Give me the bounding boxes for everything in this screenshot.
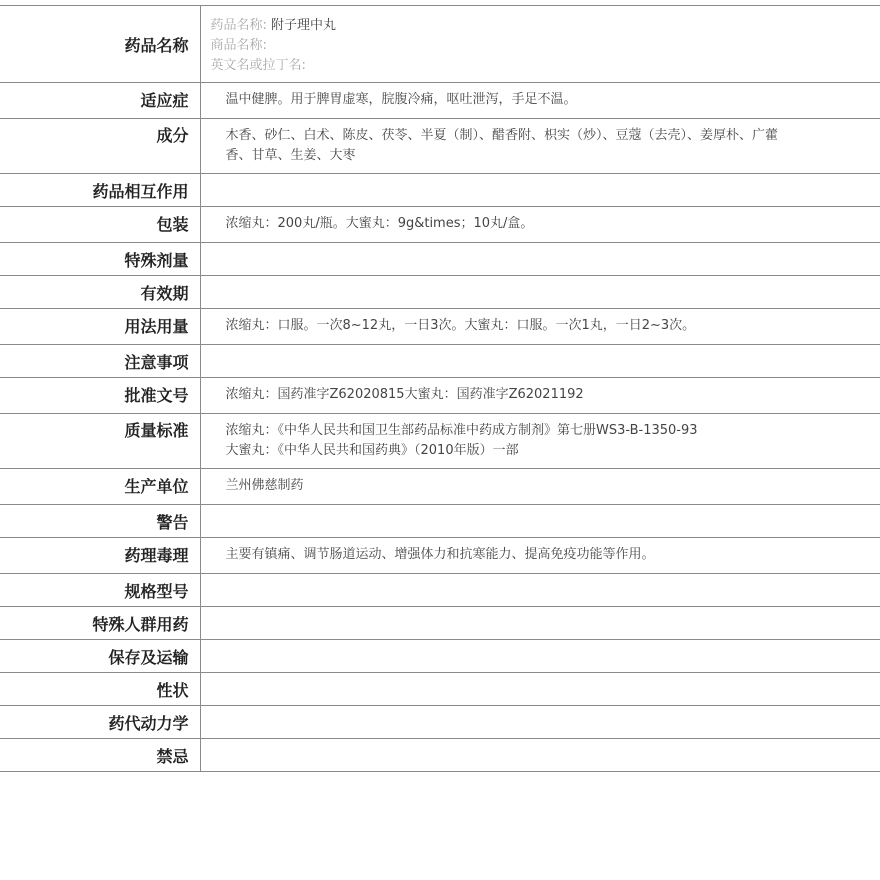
row-value (200, 640, 880, 673)
row-label: 成分 (0, 119, 200, 174)
row-approval-number (0, 378, 880, 414)
row-value: 浓缩丸：国药准字Z62020815大蜜丸：国药准字Z62021192 (225, 387, 584, 402)
trade-name-line (211, 36, 871, 56)
row-label: 规格型号 (0, 574, 200, 607)
row-contraindications (0, 739, 880, 772)
row-value (200, 6, 880, 83)
generic-name-label: 药品名称: (210, 18, 267, 33)
row-value (200, 414, 880, 469)
row-value (200, 345, 880, 378)
row-label: 适应症 (0, 83, 200, 119)
row-pharmacokinetics (0, 706, 880, 739)
row-storage (0, 640, 880, 673)
row-label: 保存及运输 (0, 640, 200, 673)
row-value (200, 574, 880, 607)
row-appearance (0, 673, 880, 706)
row-label: 质量标准 (0, 414, 200, 469)
trade-name-label: 商品名称: (210, 38, 267, 53)
row-drug-name (0, 6, 880, 83)
row-manufacturer (0, 469, 880, 505)
standard-line-2: 大蜜丸：《中华人民共和国药典》（2010年版）一部 (225, 443, 519, 458)
row-label: 批准文号 (0, 378, 200, 414)
row-label: 用法用量 (0, 309, 200, 345)
drug-info-table (0, 5, 880, 772)
row-value (200, 243, 880, 276)
row-label: 特殊人群用药 (0, 607, 200, 640)
row-value (200, 706, 880, 739)
row-label: 药品名称 (0, 6, 200, 83)
row-value (200, 607, 880, 640)
row-specification (0, 574, 880, 607)
row-interactions (0, 174, 880, 207)
row-label: 药代动力学 (0, 706, 200, 739)
row-special-dosage (0, 243, 880, 276)
row-value: 木香、砂仁、白术、陈皮、茯苓、半夏（制）、醋香附、枳实（炒）、豆蔻（去壳）、姜厚朴、广藿香、甘草、生姜、大枣 (225, 128, 779, 163)
row-label: 注意事项 (0, 345, 200, 378)
row-value (200, 505, 880, 538)
row-indications (0, 83, 880, 119)
row-precautions (0, 345, 880, 378)
row-quality-standard (0, 414, 880, 469)
standard-line-1: 浓缩丸：《中华人民共和国卫生部药品标准中药成方制剂》第七册WS3-B-1350-93 (225, 423, 698, 438)
row-dosage (0, 309, 880, 345)
row-label: 药品相互作用 (0, 174, 200, 207)
row-label: 生产单位 (0, 469, 200, 505)
row-special-populations (0, 607, 880, 640)
generic-name-line (211, 16, 871, 36)
row-value: 浓缩丸：口服。一次8~12丸，一日3次。大蜜丸：口服。一次1丸，一日2~3次。 (225, 318, 696, 333)
row-value (200, 673, 880, 706)
row-value (200, 276, 880, 309)
row-label: 警告 (0, 505, 200, 538)
english-name-label: 英文名或拉丁名: (210, 58, 306, 73)
row-label: 有效期 (0, 276, 200, 309)
row-value (200, 174, 880, 207)
row-value: 浓缩丸：200丸/瓶。大蜜丸：9g&times；10丸/盒。 (225, 216, 534, 231)
row-value: 主要有镇痛、调节肠道运动、增强体力和抗寒能力、提高免疫功能等作用。 (225, 547, 655, 562)
row-label: 药理毒理 (0, 538, 200, 574)
row-value: 温中健脾。用于脾胃虚寒，脘腹冷痛，呕吐泄泻，手足不温。 (225, 92, 577, 107)
row-shelf-life (0, 276, 880, 309)
row-value: 兰州佛慈制药 (225, 478, 304, 493)
row-label: 禁忌 (0, 739, 200, 772)
row-label: 包装 (0, 207, 200, 243)
english-name-line (211, 56, 871, 76)
row-label: 特殊剂量 (0, 243, 200, 276)
row-packaging (0, 207, 880, 243)
row-label: 性状 (0, 673, 200, 706)
row-ingredients (0, 119, 880, 174)
row-pharmacology (0, 538, 880, 574)
row-value (200, 739, 880, 772)
generic-name-value: 附子理中丸 (271, 18, 337, 33)
row-warning (0, 505, 880, 538)
